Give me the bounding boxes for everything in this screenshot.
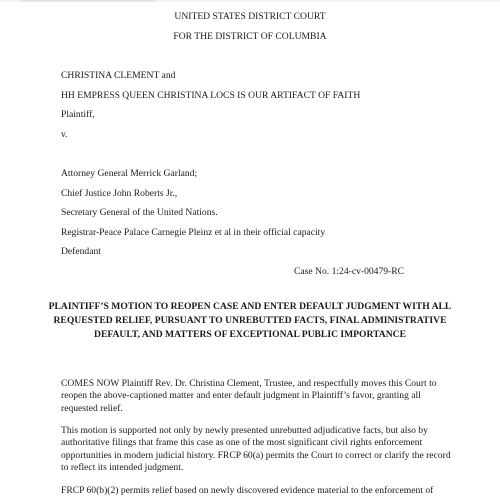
browser-tab[interactable] [20, 0, 155, 2]
defendant-line: Secretary General of the United Nations. [61, 207, 218, 218]
defendant-line: Registrar-Peace Palace Carnegie Pleinz et al in their official capacity [61, 227, 326, 238]
plaintiff-name-line-1: CHRISTINA CLEMENT and [61, 70, 176, 81]
court-name: UNITED STATES DISTRICT COURT [174, 11, 326, 22]
defendant-line: Chief Justice John Roberts Jr., [61, 188, 178, 199]
motion-title: PLAINTIFF’S MOTION TO REOPEN CASE AND ENTER DEFAULT JUDGMENT WITH ALL REQUESTED RELIEF, PURSUANT TO UNREBUTTED FACTS, FINAL ADMINISTRATIVE DEFAULT, AND MATTERS OF EXCEPTIONAL PUBLIC IMPORTANCE [48, 301, 452, 340]
plaintiff-name-line-2: HH EMPRESS QUEEN CHRISTINA LOCS IS OUR ARTIFACT OF FAITH [61, 90, 361, 101]
body-paragraph-3: FRCP 60(b)(2) permits relief based on newly discovered evidence material to the enforcement of [61, 485, 434, 496]
court-district: FOR THE DISTRICT OF COLUMBIA [173, 31, 327, 42]
versus-label: v. [61, 129, 68, 140]
body-paragraph-2: This motion is supported not only by newly presented unrebutted adjudicative facts, but also by authoritative filings that frame this case as one of the most significant civil rights enforcement opportunities in modern judicial history. FRCP 60(a) permits the Court to correct or clarify the record to reflect its intended judgment. [61, 425, 451, 474]
plaintiff-role: Plaintiff, [61, 109, 95, 120]
window-top-bar [0, 0, 500, 2]
body-paragraph-1: COMES NOW Plaintiff Rev. Dr. Christina Clement, Trustee, and respectfully moves this Court to reopen the above-captioned matter and enter default judgment in Plaintiff’s favor, granting all requested relief. [61, 378, 437, 414]
defendant-line: Attorney General Merrick Garland; [61, 168, 198, 179]
defendant-role: Defendant [61, 246, 101, 257]
case-number: Case No. 1:24-cv-00479-RC [294, 266, 405, 277]
